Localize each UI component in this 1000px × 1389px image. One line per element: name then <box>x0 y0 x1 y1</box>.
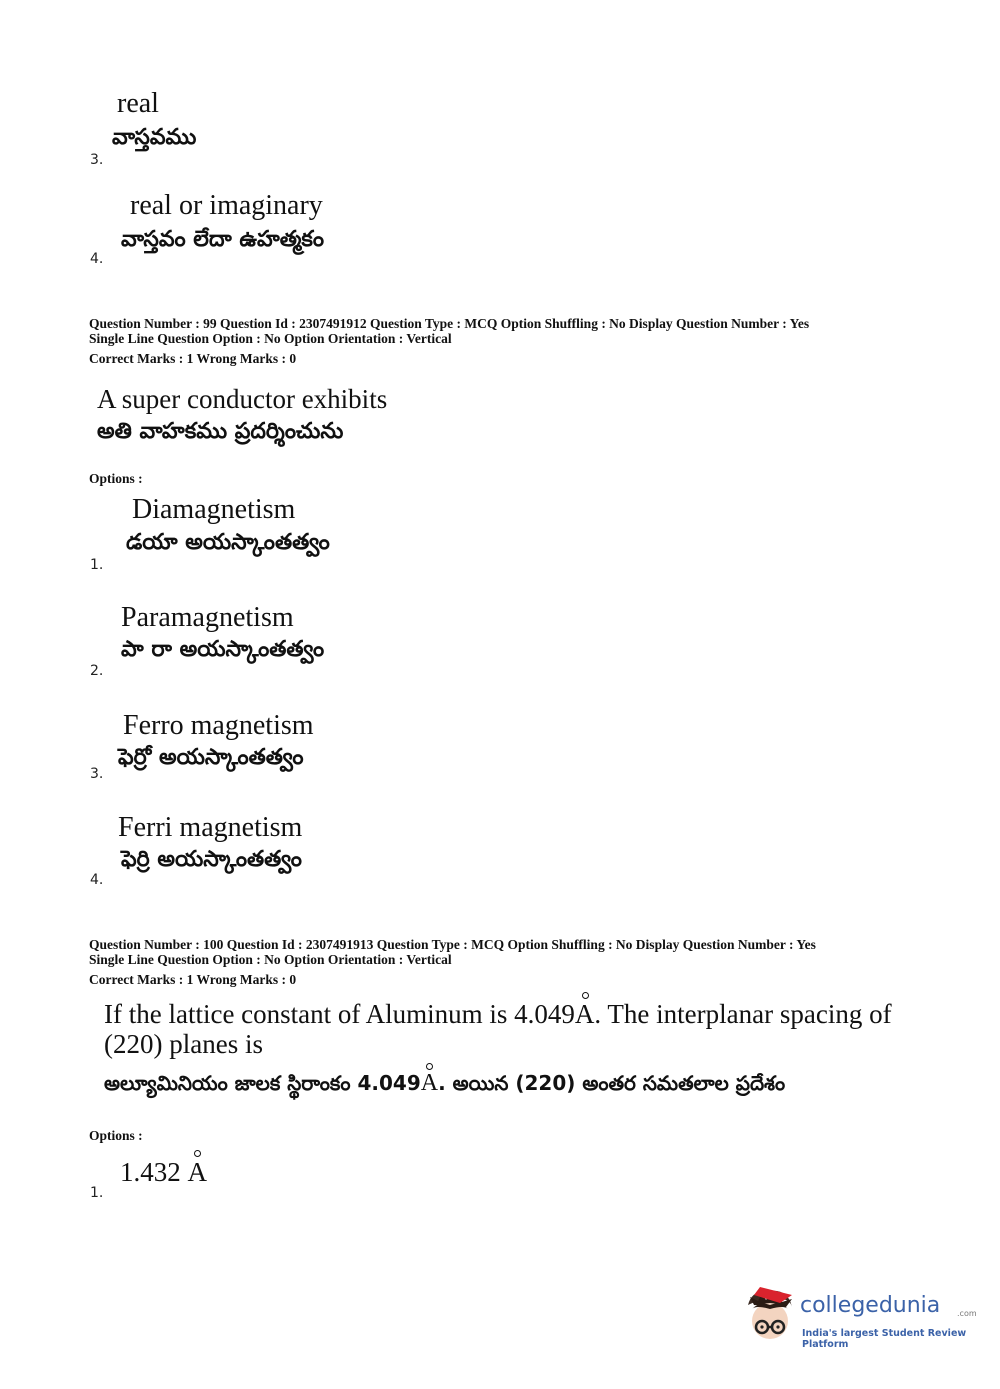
q100-meta-line3: Correct Marks : 1 Wrong Marks : 0 <box>89 972 297 987</box>
q99-option1-english: Diamagnetism <box>132 494 296 525</box>
q100-stem-part-b: . The interplanar spacing of <box>594 999 892 1029</box>
q99-option4-telugu: ఫెర్రి అయస్కాంతత్వం <box>121 847 302 872</box>
mascot-icon <box>740 1283 800 1353</box>
angstrom-symbol: A <box>574 999 595 1029</box>
q99-option4-number: 4. <box>90 872 104 888</box>
q100-options-label: Options : <box>89 1128 143 1143</box>
q99-stem-english: A super conductor exhibits <box>97 384 388 414</box>
q99-option2-telugu: పా రా అయస్కాంతత్వం <box>121 637 325 662</box>
q100-option1-number-value: 1.432 <box>120 1157 181 1187</box>
angstrom-symbol-option: A <box>187 1157 207 1187</box>
q99-options-label: Options : <box>89 471 143 486</box>
q100-option1-value <box>120 1157 207 1188</box>
q98-option4-number: 4. <box>90 251 104 267</box>
q98-option4-english: real or imaginary <box>130 190 323 221</box>
q100-option1-number: 1. <box>90 1185 104 1201</box>
q100-stem-part-a: If the lattice constant of Aluminum is 4.049 <box>104 999 575 1029</box>
q100-meta-line1: Question Number : 100 Question Id : 2307491913 Question Type : MCQ Option Shuffling : No Display Question Number : Yes <box>89 937 816 952</box>
q99-option2-english: Paramagnetism <box>121 602 294 633</box>
q100-stem-telugu-part-a: అల్యూమినియం జాలక స్థిరాంకం 4.049 <box>104 1071 421 1095</box>
brand-tagline: India's largest Student Review Platform <box>802 1328 967 1350</box>
q98-option3-english: real <box>117 88 159 119</box>
brand-name: collegedunia <box>800 1293 941 1318</box>
q99-meta-line1: Question Number : 99 Question Id : 2307491912 Question Type : MCQ Option Shuffling : No Display Question Number : Yes <box>89 316 810 331</box>
q100-meta-line2: Single Line Question Option : No Option Orientation : Vertical <box>89 952 452 967</box>
q99-option3-english: Ferro magnetism <box>123 710 314 741</box>
q100-stem-telugu-part-b: . అయిన (220) అంతర సమతలాల ప్రదేశం <box>438 1071 786 1095</box>
q99-option3-number: 3. <box>90 766 104 782</box>
q98-option4-telugu: వాస్తవం లేదా ఉహత్మకం <box>121 227 325 252</box>
q99-option1-telugu: డయా అయస్కాంతత్వం <box>126 530 330 555</box>
q100-stem-english-line1 <box>104 999 892 1029</box>
q100-stem-english-line2: (220) planes is <box>104 1029 263 1059</box>
brand-suffix: .com <box>957 1309 977 1318</box>
q99-option1-number: 1. <box>90 557 104 573</box>
q100-stem-telugu <box>104 1070 785 1100</box>
angstrom-symbol-telugu: A <box>420 1070 439 1096</box>
collegedunia-logo <box>740 1283 977 1353</box>
q99-meta-line3: Correct Marks : 1 Wrong Marks : 0 <box>89 351 297 366</box>
q99-stem-telugu: అతి వాహకము ప్రదర్శించును <box>97 419 344 444</box>
q98-option3-telugu: వాస్తవము <box>112 125 197 150</box>
q99-meta-line2: Single Line Question Option : No Option Orientation : Vertical <box>89 331 452 346</box>
q99-option2-number: 2. <box>90 663 104 679</box>
q99-option4-english: Ferri magnetism <box>118 812 303 843</box>
q99-option3-telugu: ఫెర్రో అయస్కాంతత్వం <box>118 745 304 770</box>
q98-option3-number: 3. <box>90 152 104 168</box>
